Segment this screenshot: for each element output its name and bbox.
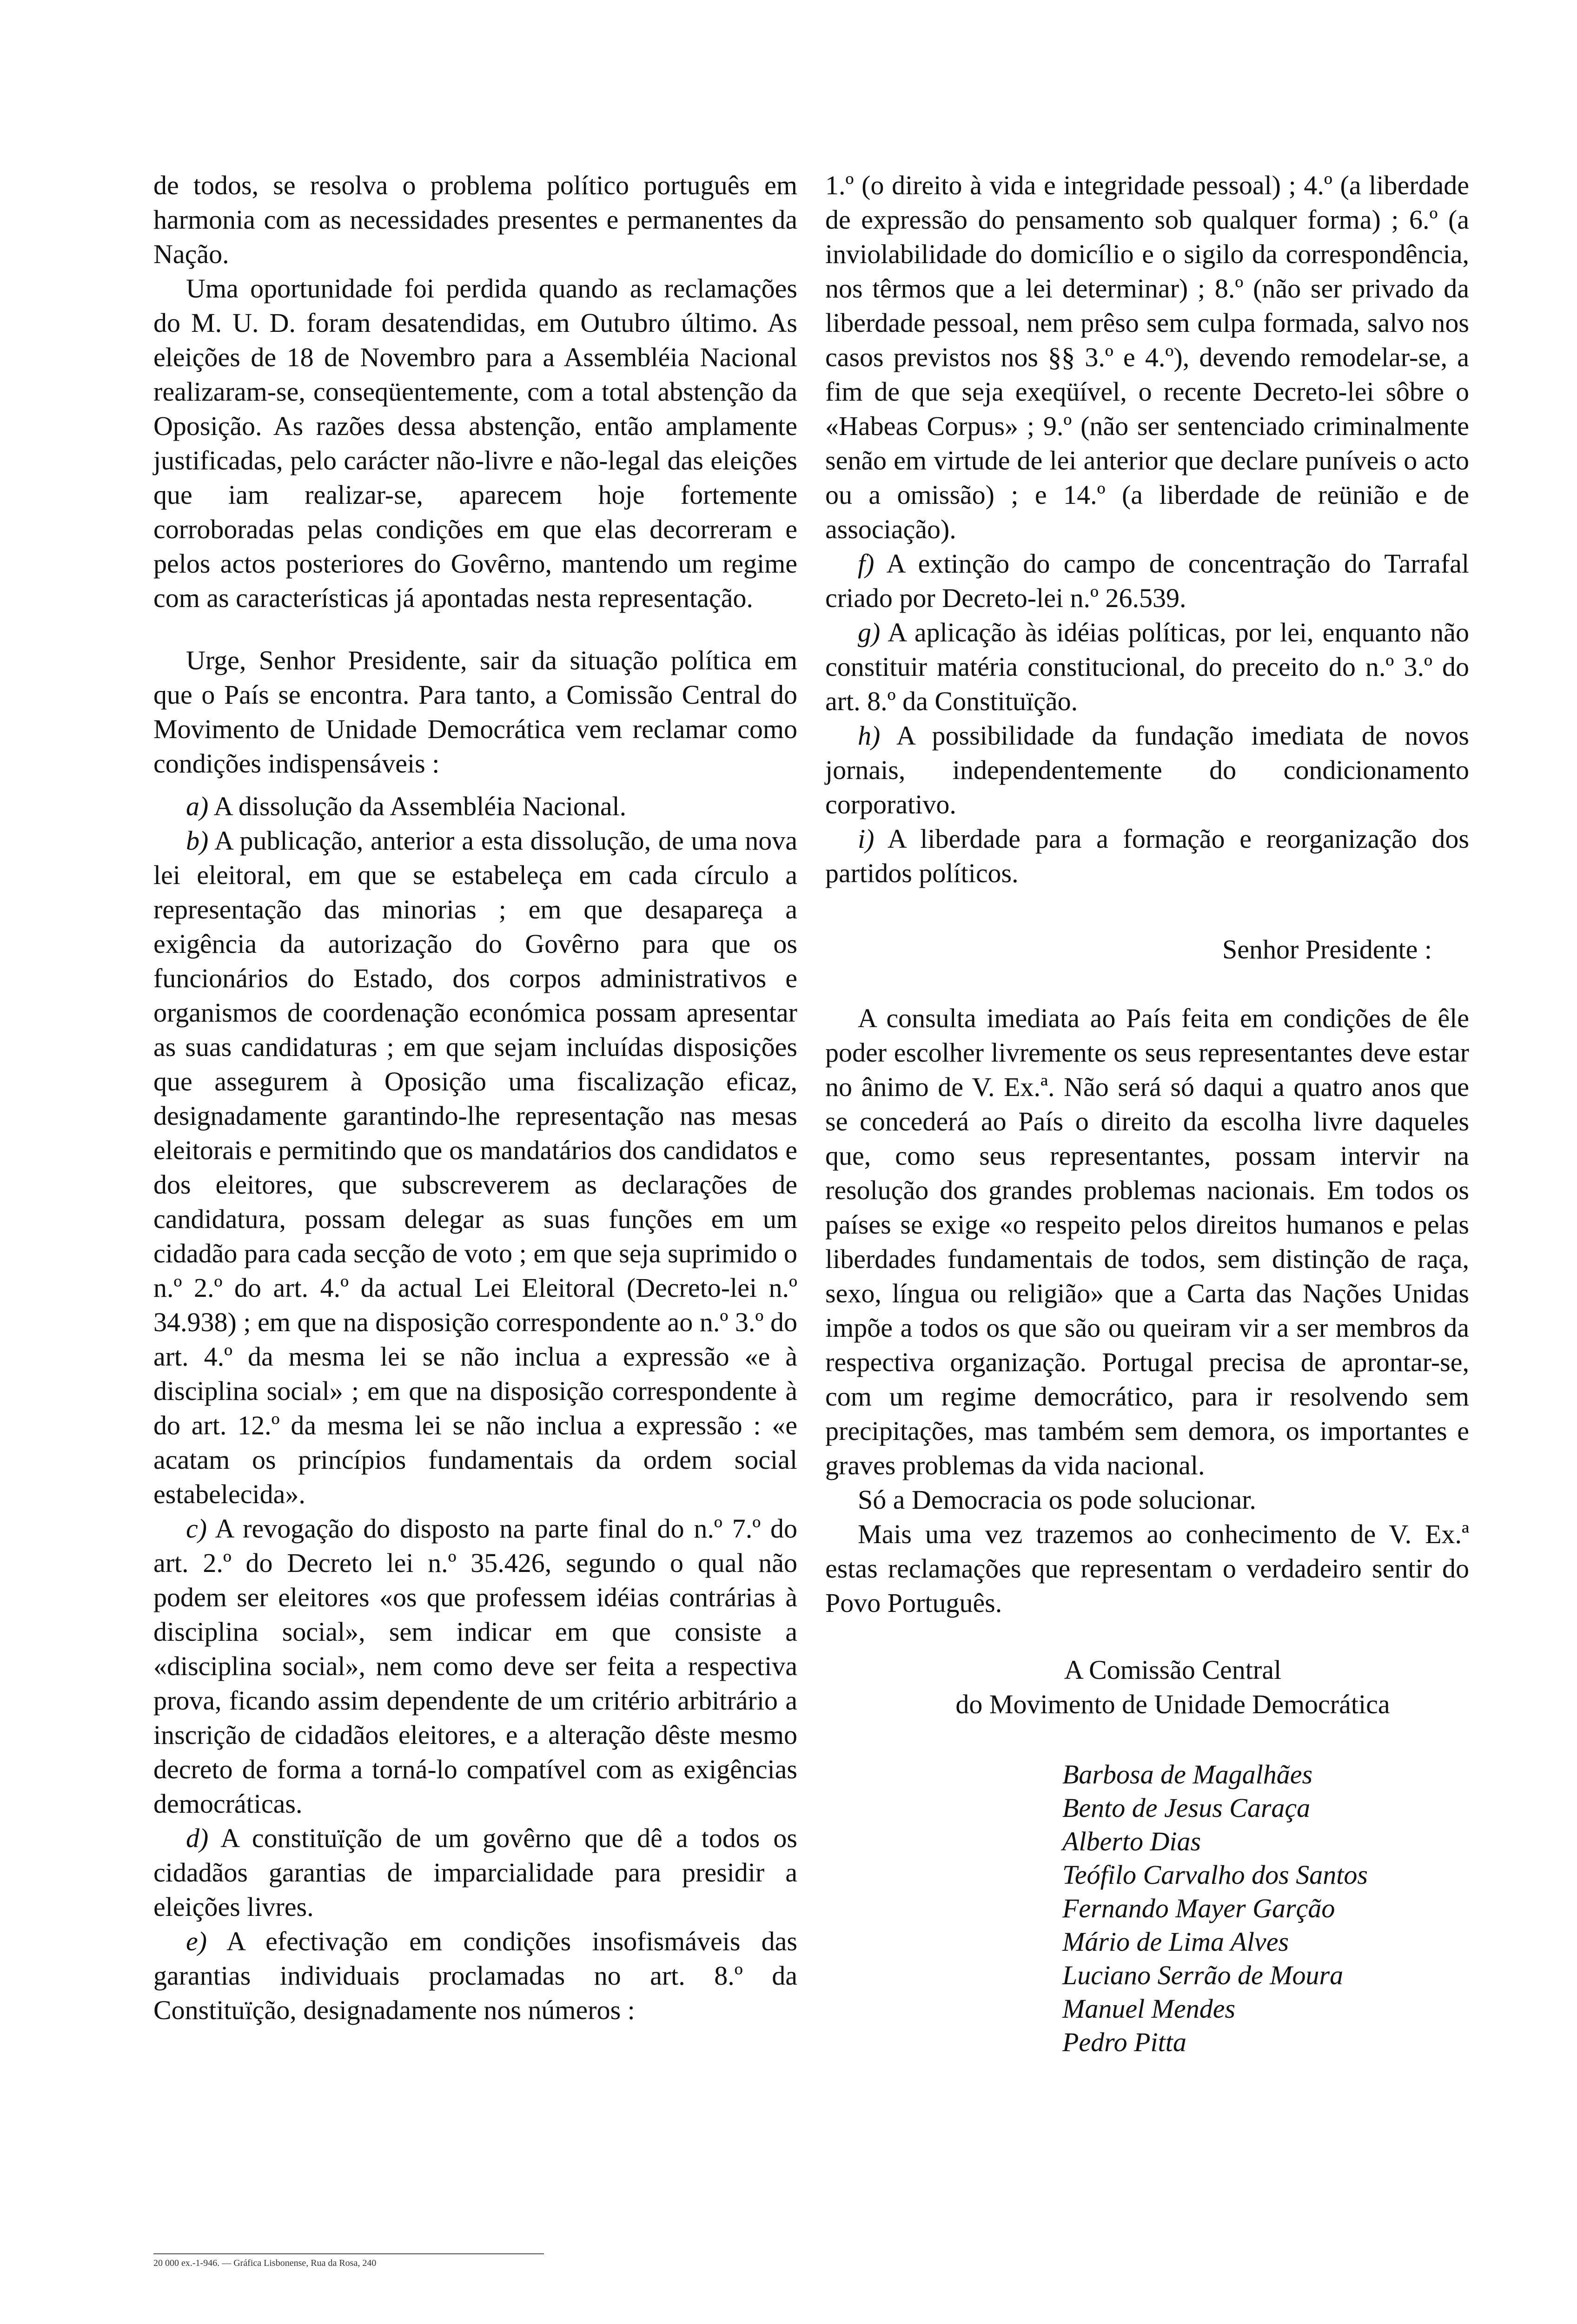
item-h-letter: h) <box>858 720 881 751</box>
signature-name: Alberto Dias <box>1062 1826 1201 1856</box>
right-column <box>825 168 1469 2059</box>
item-e-text: A efectivação em condições insofismáveis das garantias individuais proclamadas no art. 8.º da Constituïção, designadamente nos números : <box>153 1926 797 2025</box>
signature-list <box>825 1758 1469 2059</box>
item-a-text: A dissolução da Assembléia Nacional. <box>213 791 627 821</box>
item-c <box>153 1512 797 1821</box>
urge-paragraph: Urge, Senhor Presidente, sair da situação política em que o País se encontra. Para tanto, a Comissão Central do Movimento de Unidade Democrática vem reclamar como condições indispensáveis : <box>153 645 797 779</box>
item-d-letter: d) <box>186 1823 209 1853</box>
democracy-paragraph: Só a Democracia os pode solucionar. <box>858 1485 1256 1515</box>
left-column <box>153 168 797 2027</box>
item-a <box>153 789 797 824</box>
committee-heading <box>825 1653 1469 1722</box>
signature-name: Bento de Jesus Caraça <box>1062 1793 1311 1823</box>
signature-name: Mário de Lima Alves <box>1062 1927 1289 1957</box>
item-b-letter: b) <box>186 825 209 856</box>
item-i-letter: i) <box>858 824 875 854</box>
item-c-text: A revogação do disposto na parte final do n.º 7.º do art. 2.º do Decreto lei n.º 35.426, segundo o qual não podem ser eleitores «os que professem idéias contrárias à disciplina social», sem indicar em que consiste a «disciplina social», nem como deve ser feita a respectiva prova, ficando assim dependente de um critério arbitrário a inscrição de cidadãos eleitores, e a alteração dêste mesmo decreto de forma a torná-lo compatível com as exigências democráticas. <box>153 1513 797 1819</box>
item-e-continuation: 1.º (o direito à vida e integridade pessoal) ; 4.º (a liberdade de expressão do pensamento sob qualquer forma) ; 6.º (a inviolabilidade do domicílio e o sigilo da correspondência, nos têrmos que a lei determinar) ; 8.º (não ser privado da liberdade pessoal, nem prêso sem culpa formada, salvo nos casos previstos nos §§ 3.º e 4.º), devendo remodelar-se, a fim de que seja exeqüível, o recente Decreto-lei sôbre o «Habeas Corpus» ; 9.º (não ser sentenciado criminalmente senão em virtude de lei anterior que declare puníveis o acto ou a omissão) ; e 14.º (a liberdade de reünião e de associação). <box>825 170 1469 544</box>
once-more-paragraph: Mais uma vez trazemos ao conhecimento de V. Ex.ª estas reclamações que representam o verdadeiro sentir do Povo Português. <box>825 1519 1469 1618</box>
item-e <box>153 1924 797 2027</box>
item-c-letter: c) <box>186 1513 207 1544</box>
opportunity-paragraph: Uma oportunidade foi perdida quando as reclamações do M. U. D. foram desatendidas, em Outubro último. As eleições de 18 de Novembro para a Assembléia Nacional realizaram-se, conseqüentemente, com a total abstenção da Oposição. As razões dessa abstenção, então amplamente justificadas, pelo carácter não-livre e não-legal das eleições que iam realizar-se, aparecem hoje fortemente corroboradas pelas condições em que elas decorreram e pelos actos posteriores do Govêrno, mantendo um regime com as características já apontadas nesta representação. <box>153 273 797 613</box>
salutation: Senhor Presidente : <box>1222 934 1432 964</box>
item-e-letter: e) <box>186 1926 207 1956</box>
item-g-text: A aplicação às idéias políticas, por lei, enquanto não constituir matéria constitucional, do preceito do n.º 3.º do art. 8.º da Constituïção. <box>825 617 1469 716</box>
intro-continuation-paragraph: de todos, se resolva o problema político português em harmonia com as necessidades presentes e permanentes da Nação. <box>153 170 797 269</box>
signature-name: Manuel Mendes <box>1062 1994 1236 2024</box>
item-b <box>153 824 797 1512</box>
signature-name: Luciano Serrão de Moura <box>1062 1960 1344 1990</box>
signature-name: Pedro Pitta <box>1062 2027 1186 2057</box>
item-b-text: A publicação, anterior a esta dissolução, de uma nova lei eleitoral, em que se estabeleça em cada círculo a representação das minorias ; em que desapareça a exigência da autorização do Govêrno para que os funcionários do Estado, dos corpos administrativos e organismos de coordenação económica possam apresentar as suas candidaturas ; em que sejam incluídas disposições que assegurem à Oposição uma fiscalização eficaz, designadamente garantindo-lhe representação nas mesas eleitorais e permitindo que os mandatários dos candidatos e dos eleitores, que subscreverem as declarações de candidatura, possam delegar as suas funções em um cidadão para cada secção de voto ; em que seja suprimido o n.º 2.º do art. 4.º da actual Lei Eleitoral (Decreto-lei n.º 34.938) ; em que na disposição correspondente ao n.º 3.º do art. 4.º da mesma lei se não inclua a expressão «e à disciplina social» ; em que na disposição correspondente à do art. 12.º da mesma lei se não inclua a expressão : «e acatam os princípios fundamentais da ordem social estabelecida». <box>153 825 797 1509</box>
committee-line-2: do Movimento de Unidade Democrática <box>955 1689 1390 1719</box>
item-g-letter: g) <box>858 617 881 647</box>
item-d-text: A constituïção de um govêrno que dê a todos os cidadãos garantias de imparcialidade para presidir a eleições livres. <box>153 1823 797 1922</box>
item-h-text: A possibilidade da fundação imediata de novos jornais, independentemente do condicionamento corporativo. <box>825 720 1469 819</box>
signature-name: Barbosa de Magalhães <box>1062 1759 1313 1789</box>
consult-paragraph: A consulta imediata ao País feita em condições de êle poder escolher livremente os seus representantes deve estar no ânimo de V. Ex.ª. Não será só daqui a quatro anos que se concederá ao País o direito da escolha livre daqueles que, como seus representantes, possam intervir na resolução dos grandes problemas nacionais. Em todos os países se exige «o respeito pelos direitos humanos e pelas liberdades fundamentais de todos, sem distinção de raça, sexo, língua ou religião» que a Carta das Nações Unidas impõe a todos os que são ou queiram vir a ser membros da respectiva organização. Portugal precisa de aprontar-se, com um regime democrático, para ir resolvendo sem precipitações, mas também sem demora, os importantes e graves problemas da vida nacional. <box>825 1003 1469 1480</box>
item-h <box>825 719 1469 822</box>
printer-imprint: 20 000 ex.-1-946. — Gráfica Lisbonense, Rua da Rosa, 240 <box>153 2253 544 2269</box>
signature-name: Teófilo Carvalho dos Santos <box>1062 1860 1368 1890</box>
item-i-text: A liberdade para a formação e reorganização dos partidos políticos. <box>825 824 1469 888</box>
item-d <box>153 1821 797 1924</box>
committee-line-1: A Comissão Central <box>1064 1655 1282 1685</box>
item-g <box>825 615 1469 719</box>
signature-name: Fernando Mayer Garção <box>1062 1893 1335 1923</box>
item-f-text: A extinção do campo de concentração do Tarrafal criado por Decreto-lei n.º 26.539. <box>825 548 1469 613</box>
item-f-letter: f) <box>858 548 875 579</box>
item-f <box>825 547 1469 615</box>
item-a-letter: a) <box>186 791 209 821</box>
item-i <box>825 822 1469 891</box>
